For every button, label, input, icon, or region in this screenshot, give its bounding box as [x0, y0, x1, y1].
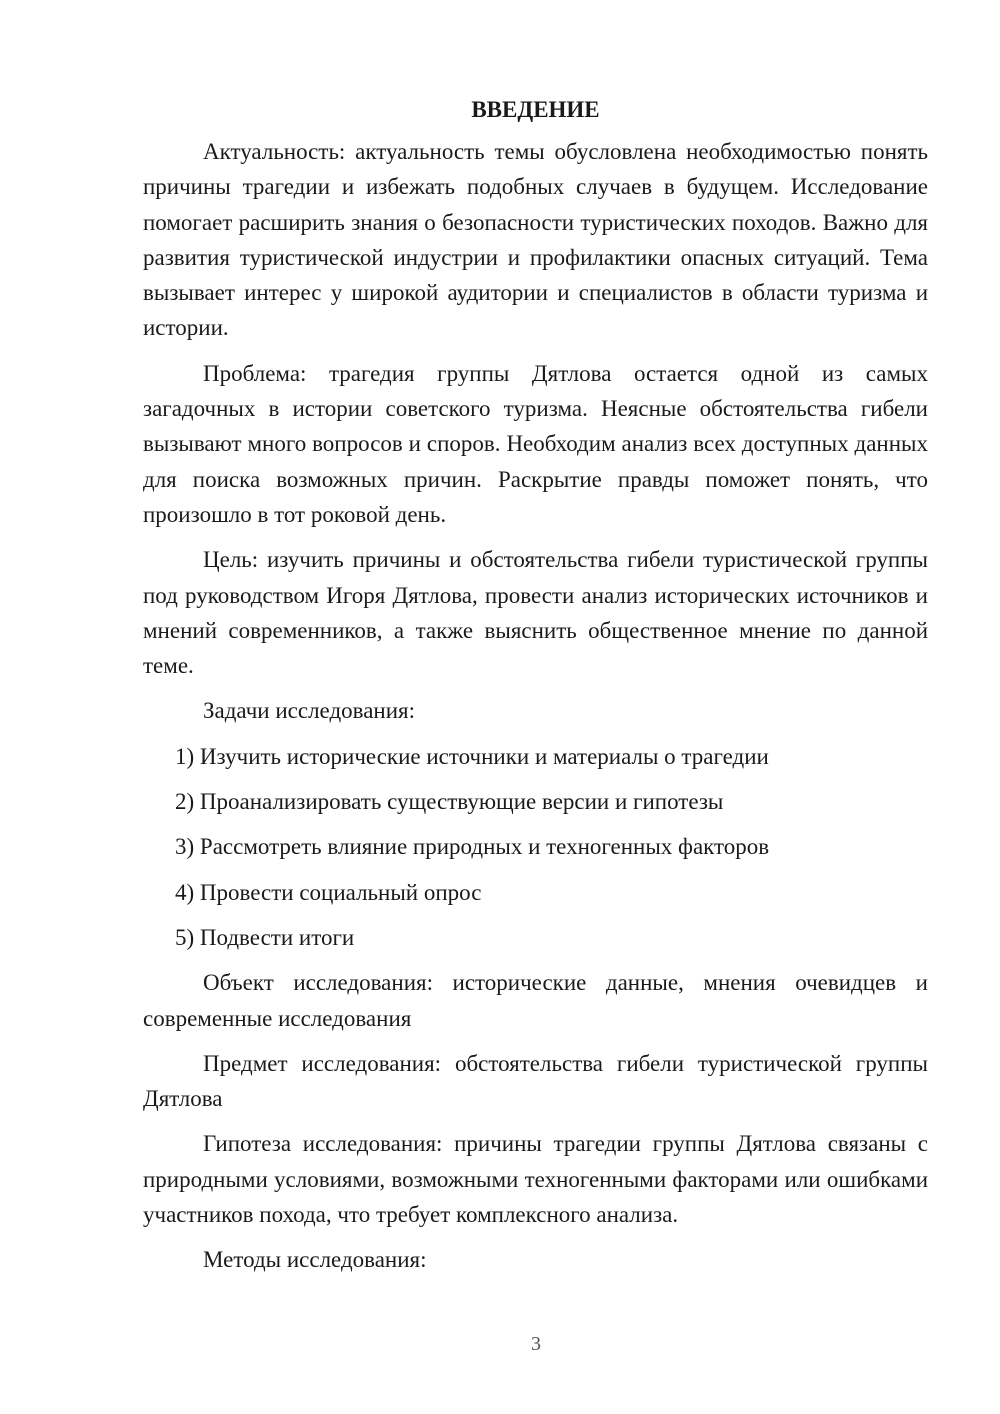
paragraph-object: Объект исследования: исторические данные, мнения очевидцев и современные исследования [143, 970, 928, 1031]
tasks-list [143, 739, 928, 955]
page-number: 3 [531, 1333, 541, 1355]
list-item: 2) Проанализировать существующие версии и гипотезы [175, 789, 724, 815]
paragraph-relevance: Актуальность: актуальность темы обусловлена необходимостью понять причины трагедии и избежать подобных случаев в будущем. Исследование помогает расширить знания о безопасности туристических походов. Важно для развития туристической индустрии и профилактики опасных ситуаций. Тема вызывает интерес у широкой аудитории и специалистов в области туризма и истории. [143, 139, 928, 341]
list-item: 4) Провести социальный опрос [175, 879, 482, 905]
tasks-heading: Задачи исследования: [203, 698, 416, 724]
paragraph-problem: Проблема: трагедия группы Дятлова остается одной из самых загадочных в истории советского туризма. Неясные обстоятельства гибели вызывают много вопросов и споров. Необходим анализ всех доступных данных для поиска возможных причин. Раскрытие правды поможет понять, что произошло в тот роковой день. [143, 360, 928, 527]
list-item: 5) Подвести итоги [175, 924, 355, 950]
methods-heading: Методы исследования: [203, 1247, 427, 1273]
list-item: 3) Рассмотреть влияние природных и техногенных факторов [175, 834, 770, 860]
page-title: ВВЕДЕНИЕ [471, 97, 600, 122]
paragraph-hypothesis: Гипотеза исследования: причины трагедии группы Дятлова связаны с природными условиями, возможными техногенными факторами или ошибками участников похода, что требует комплексного анализа. [143, 1131, 928, 1228]
paragraph-subject: Предмет исследования: обстоятельства гибели туристической группы Дятлова [143, 1050, 928, 1112]
page-content [143, 92, 928, 1288]
list-item: 1) Изучить исторические источники и материалы о трагедии [175, 743, 769, 769]
paragraph-goal: Цель: изучить причины и обстоятельства гибели туристической группы под руководством Игоря Дятлова, провести анализ исторических источников и мнений современников, а также выяснить общественное мнение по данной теме. [143, 547, 928, 679]
